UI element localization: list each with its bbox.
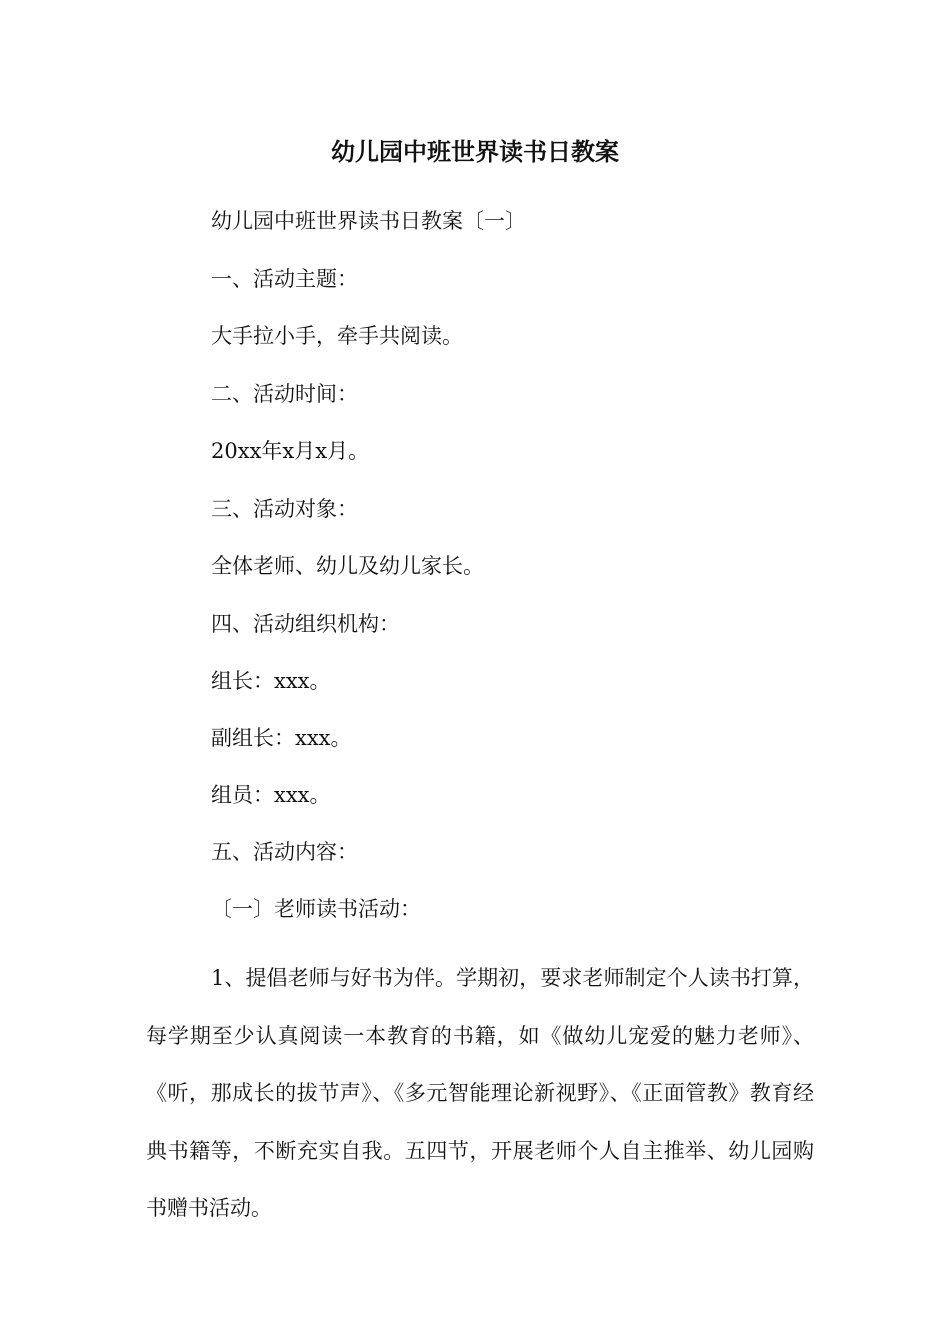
section-heading-content: 五、活动内容：	[211, 840, 358, 864]
members-text: 组员：xxx。	[211, 783, 331, 807]
subsection-heading-teacher-reading: 〔一〕老师读书活动：	[211, 897, 421, 921]
audience-text: 全体老师、幼儿及幼儿家长。	[211, 554, 484, 578]
time-text: 20xx年x月x月。	[211, 439, 370, 463]
section-heading-time: 二、活动时间：	[211, 382, 358, 406]
section-heading-organization: 四、活动组织机构：	[211, 612, 400, 636]
section-heading-audience: 三、活动对象：	[211, 497, 358, 521]
deputy-leader-text: 副组长：xxx。	[211, 726, 352, 750]
section-heading-theme: 一、活动主题：	[211, 267, 358, 291]
subtitle-line: 幼儿园中班世界读书日教案〔一〕	[211, 209, 526, 233]
document-title: 幼儿园中班世界读书日教案	[331, 138, 619, 166]
theme-text: 大手拉小手，牵手共阅读。	[211, 324, 463, 348]
leader-text: 组长：xxx。	[211, 669, 331, 693]
body-paragraph: 1、提倡老师与好书为伴。学期初，要求老师制定个人读书打算，每学期至少认真阅读一本教育的书籍，如《做幼儿宠爱的魅力老师》、《听，那成长的拔节声》、《多元智能理论新视野》、《正面管教》教育经典书籍等，不断充实自我。五四节，开展老师个人自主推举、幼儿园购书赠书活动。	[146, 966, 814, 1220]
